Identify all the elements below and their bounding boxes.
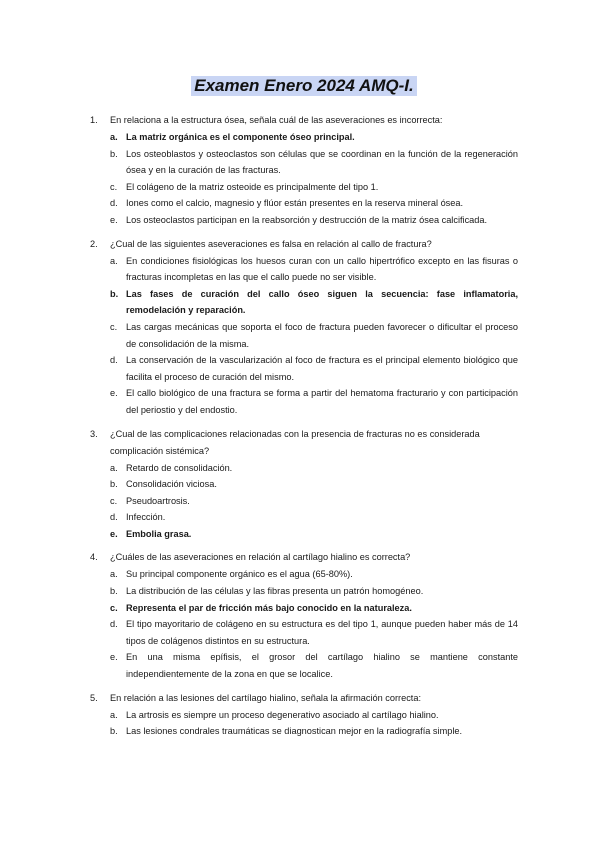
- option-text: La matriz orgánica es el componente óseo principal.: [126, 132, 355, 142]
- question-text: ¿Cual de las complicaciones relacionadas con la presencia de fracturas no es considerada complicación sistémica?: [110, 428, 480, 456]
- option-item: [110, 723, 518, 740]
- question-list: [90, 112, 518, 740]
- question-text: En relaciona a la estructura ósea, señala cuál de las aseveraciones es incorrecta:: [110, 115, 443, 125]
- question-text: En relación a las lesiones del cartílago hialino, señala la afirmación correcta:: [110, 692, 422, 703]
- question-text: ¿Cual de las siguientes aseveraciones es falsa en relación al callo de fractura?: [110, 238, 432, 249]
- option-text: El tipo mayoritario de colágeno en su estructura es del tipo 1, aunque pueden haber más de 14 tipos de colágenos distintos en su estructura.: [126, 619, 518, 646]
- option-item: [110, 616, 518, 649]
- question-item: [90, 549, 518, 682]
- option-text: El colágeno de la matriz osteoide es principalmente del tipo 1.: [126, 181, 379, 192]
- question-stem: [90, 549, 518, 566]
- option-letter: d.: [110, 619, 118, 630]
- option-text: Los osteoclastos participan en la reabsorción y destrucción de la matriz ósea calcificada.: [126, 214, 488, 225]
- option-item: [110, 146, 518, 179]
- option-text: Representa el par de fricción más bajo conocido en la naturaleza.: [126, 602, 412, 613]
- question-stem: [90, 690, 518, 707]
- option-text: Retardo de consolidación.: [126, 462, 233, 473]
- option-text: En condiciones fisiológicas los huesos curan con un callo hipertrófico excepto en las fisuras o fracturas incompletas en las que el callo puede no ser visible.: [126, 255, 518, 283]
- option-letter: e.: [110, 214, 118, 225]
- option-item-highlighted: [110, 600, 518, 617]
- option-letter: c.: [110, 602, 118, 613]
- question-number: 4.: [90, 552, 98, 563]
- option-item-highlighted: [110, 286, 518, 319]
- option-letter: c.: [110, 321, 118, 332]
- option-text: El callo biológico de una fractura se forma a partir del hematoma fracturario y con participación del periostio y del endostio.: [126, 388, 518, 415]
- option-list: [90, 566, 518, 682]
- question-item: [90, 426, 518, 543]
- option-item: [110, 460, 518, 477]
- option-text: En una misma epífisis, el grosor del cartílago hialino se mantiene constante independientemente de la zona en que se localice.: [126, 652, 518, 680]
- option-item: [110, 707, 518, 724]
- option-letter: b.: [110, 479, 118, 490]
- option-text: Las cargas mecánicas que soporta el foco de fractura pueden favorecer o dificultar el proceso de consolidación de la misma.: [126, 321, 518, 349]
- option-item: [110, 253, 518, 286]
- question-number: 1.: [90, 115, 98, 125]
- option-text: Embolia grasa.: [126, 528, 192, 539]
- option-text: La artrosis es siempre un proceso degenerativo asociado al cartílago hialino.: [126, 709, 439, 720]
- option-item: [110, 583, 518, 600]
- option-letter: d.: [110, 198, 118, 209]
- option-letter: c.: [110, 495, 118, 506]
- question-stem: [90, 236, 518, 253]
- question-number: 5.: [90, 692, 98, 703]
- option-letter: b.: [110, 586, 118, 597]
- option-list: [90, 460, 518, 543]
- option-letter: b.: [110, 148, 118, 159]
- question-item: [90, 236, 518, 419]
- option-item-highlighted: [110, 129, 518, 146]
- question-item: [90, 112, 518, 229]
- option-letter: a.: [110, 255, 118, 266]
- option-letter: d.: [110, 512, 118, 523]
- option-list: [90, 253, 518, 419]
- question-stem: [90, 112, 518, 129]
- option-letter: a.: [110, 709, 118, 720]
- option-item: [110, 649, 518, 682]
- option-text: La distribución de las células y las fibras presenta un patrón homogéneo.: [126, 586, 424, 597]
- option-letter: c.: [110, 181, 118, 192]
- option-letter: a.: [110, 569, 118, 580]
- option-letter: d.: [110, 355, 118, 366]
- option-item: [110, 319, 518, 352]
- option-letter: e.: [110, 528, 118, 539]
- option-item-highlighted: [110, 526, 518, 543]
- option-text: Su principal componente orgánico es el agua (65-80%).: [126, 569, 353, 580]
- option-item: [110, 195, 518, 212]
- option-text: Las fases de curación del callo óseo siguen la secuencia: fase inflamatoria, remodelación y reparación.: [126, 288, 518, 316]
- option-text: Consolidación viciosa.: [126, 479, 217, 490]
- question-stem: [90, 426, 518, 460]
- question-text: ¿Cuáles de las aseveraciones en relación al cartílago hialino es correcta?: [110, 552, 411, 563]
- option-letter: e.: [110, 388, 118, 399]
- question-number: 2.: [90, 238, 98, 249]
- option-item: [110, 385, 518, 418]
- question-item: [90, 690, 518, 740]
- option-letter: b.: [110, 726, 118, 737]
- option-item: [110, 212, 518, 229]
- option-text: Infección.: [126, 512, 166, 523]
- option-item: [110, 566, 518, 583]
- option-letter: a.: [110, 132, 118, 142]
- option-text: Las lesiones condrales traumáticas se diagnostican mejor en la radiografía simple.: [126, 726, 463, 737]
- option-text: Pseudoartrosis.: [126, 495, 190, 506]
- option-letter: a.: [110, 462, 118, 473]
- option-item: [110, 352, 518, 385]
- question-number: 3.: [90, 428, 98, 439]
- option-item: [110, 493, 518, 510]
- option-text: La conservación de la vascularización al foco de fractura es el principal elemento biológico que facilita el proceso de curación del mismo.: [126, 355, 518, 382]
- option-item: [110, 179, 518, 196]
- option-text: Los osteoblastos y osteoclastos son células que se coordinan en la función de la regeneración ósea y en la curación de las fracturas.: [126, 148, 518, 176]
- option-item: [110, 476, 518, 493]
- option-list: [90, 129, 518, 229]
- page-title: Examen Enero 2024 AMQ-I.: [191, 76, 417, 96]
- option-list: [90, 707, 518, 740]
- option-text: Iones como el calcio, magnesio y flúor están presentes en la reserva mineral ósea.: [126, 198, 464, 209]
- title-container: [90, 76, 518, 96]
- option-item: [110, 509, 518, 526]
- option-letter: e.: [110, 652, 118, 663]
- option-letter: b.: [110, 288, 119, 299]
